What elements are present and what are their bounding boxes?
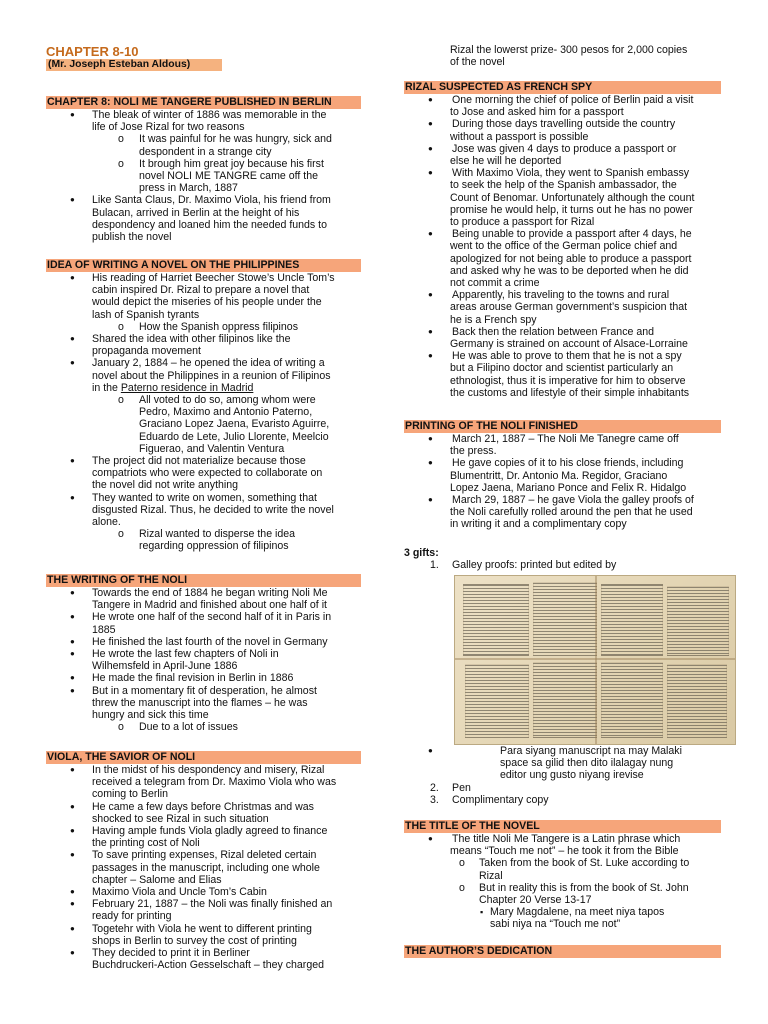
text-span: Rizal <box>479 869 503 882</box>
text-line: not commit a crime <box>450 277 540 290</box>
text-line: chapter – Salome and Elias <box>92 873 222 886</box>
bullet: ● The bleak of winter of 1886 was memorable in the <box>46 109 366 121</box>
bullet: ● He gave copies of it to his close friends, including <box>404 457 732 469</box>
gifts-items-rest <box>404 782 732 806</box>
text-line: but a Filipino doctor and scientist particularly an <box>450 362 674 375</box>
bullet: ● The project did not materialize because those <box>46 455 366 467</box>
section-header-ch8: CHAPTER 8: NOLI ME TANGERE PUBLISHED IN BERLIN <box>46 96 361 109</box>
text-line: areas arouse German government’s suspicion that <box>450 301 688 314</box>
section-spy <box>404 94 732 399</box>
item-number: 3. <box>430 794 439 807</box>
sub-bullet: o Due to a lot of issues <box>46 721 366 733</box>
text-line: received a telegram from Dr. Maximo Viola who was <box>92 776 337 789</box>
bullet: ● Togetehr with Viola he went to different printing <box>46 923 366 935</box>
section-title <box>404 833 732 931</box>
bullet: ● The title Noli Me Tangere is a Latin phrase which <box>404 833 732 845</box>
bullet: ● In the midst of his despondency and misery, Rizal <box>46 764 366 776</box>
text-line: he is a French spy <box>450 313 537 326</box>
sub-bullet: o Rizal wanted to disperse the idea <box>46 528 366 540</box>
chapter-author: (Mr. Joseph Esteban Aldous) <box>46 59 222 71</box>
text-line: threw the manuscript into the flames – he was <box>92 696 308 709</box>
text-line: ready for printing <box>92 910 172 923</box>
text-line: to Jose and asked him for a passport <box>450 106 624 119</box>
text-line: space sa gilid then dito ilalagay nung <box>500 757 674 770</box>
bullet: ● Shared the idea with other filipinos like the <box>46 333 366 345</box>
text-line: 1885 <box>92 623 116 636</box>
item-text: Pen <box>452 782 471 794</box>
section-header-title: THE TITLE OF THE NOVEL <box>404 820 721 833</box>
text-line: Figuerao, and Valentin Ventura <box>139 442 285 455</box>
galley-proofs-photo <box>454 575 736 745</box>
chapter-title: CHAPTER 8-10 <box>46 44 139 59</box>
text-line: in writing it and a complimentary copy <box>450 518 627 531</box>
bullet: ● Apparently, his traveling to the towns and rural <box>404 289 732 301</box>
text-line: Chapter 20 Verse 13-17 <box>479 894 592 907</box>
text-line: Count of Benomar. Unfortunately although the count <box>450 191 695 204</box>
item-text: Galley proofs: printed but edited by <box>452 559 617 571</box>
sub-bullet: o Taken from the book of St. Luke according to <box>404 857 732 869</box>
section-header-writing: THE WRITING OF THE NOLI <box>46 574 361 587</box>
text-line: ethnologist, thus it is imperative for him to observe <box>450 374 686 387</box>
text-line: the customs and lifestyle of their simple inhabitants <box>450 386 690 399</box>
text-line: alone. <box>92 516 121 529</box>
bullet: ● Towards the end of 1884 he began writing Noli Me <box>46 587 366 599</box>
text-line: novel about the Philippines in a reunion of Filipinos <box>92 369 331 382</box>
bullet: ● During those days travelling outside the country <box>404 118 732 130</box>
text-span: Para siyang manuscript na may Malaki <box>500 745 682 757</box>
bullet: ● Having ample funds Viola gladly agreed to finance <box>46 825 366 837</box>
text-line: shocked to see Rizal in such situation <box>92 812 269 825</box>
section-header-spy: RIZAL SUSPECTED AS FRENCH SPY <box>404 81 721 94</box>
text-line: Graciano Lopez Jaena, Evaristo Aguirre, <box>139 418 330 431</box>
text-line: of the novel <box>450 56 505 69</box>
text-line: to produce a passport for Rizal <box>450 216 595 229</box>
text-line: Lopez Jaena, Mariano Ponce and Felix R. Hidalgo <box>450 481 687 494</box>
text-line: the press. <box>450 445 497 458</box>
bullet: ● He finished the last fourth of the novel in Germany <box>46 636 366 648</box>
bullet: ● They decided to print it in Berliner <box>46 947 366 959</box>
text-line: shops in Berlin to survey the cost of printing <box>92 934 297 947</box>
gifts-item-1 <box>404 559 732 571</box>
text-line: promise he would help, it turns out he has no power <box>450 203 693 216</box>
text-line: coming to Berlin <box>92 788 168 801</box>
text-line: despondency and loaned him the needed funds to <box>92 218 328 231</box>
section-header-dedication: THE AUTHOR’S DEDICATION <box>404 945 721 958</box>
bullet: ● Being unable to provide a passport after 4 days, he <box>404 228 732 240</box>
text-line: compatriots who were expected to collaborate on <box>92 467 323 480</box>
text-line: went to the office of the German police chief and <box>450 240 678 253</box>
numbered-item <box>404 794 732 806</box>
text-line: else he will he deported <box>450 155 562 168</box>
item-number: 2. <box>430 782 439 794</box>
bullet: ● Like Santa Claus, Dr. Maximo Viola, his friend from <box>46 194 366 206</box>
bullet: ● Maximo Viola and Uncle Tom’s Cabin <box>46 886 366 898</box>
section-writing <box>46 587 366 733</box>
numbered-item <box>404 782 732 794</box>
gifts-label: 3 gifts: <box>404 547 439 559</box>
text-line: editor ung gusto niyang irevise <box>500 769 644 782</box>
text-line: Wilhemsfeld in April-June 1886 <box>92 660 238 673</box>
sub-bullet: o It brough him great joy because his first <box>46 158 366 170</box>
text-line: cabin inspired Dr. Rizal to prepare a novel that <box>92 284 310 297</box>
text-span: in the <box>92 381 121 394</box>
text-line <box>404 870 732 882</box>
bullet: ● They wanted to write on women, something that <box>46 492 366 504</box>
section-header-printing: PRINTING OF THE NOLI FINISHED <box>404 420 721 433</box>
bullet: ● He wrote one half of the second half of it in Paris in <box>46 611 366 623</box>
text-line: disgusted Rizal. Thus, he decided to write the novel <box>92 503 334 516</box>
sub-bullet <box>404 745 732 757</box>
gifts-sub <box>404 745 732 782</box>
text-line: sabi niya na “Touch me not” <box>490 918 621 931</box>
underlined-text: Paterno residence in Madrid <box>120 381 254 394</box>
bullet: ● He wrote the last few chapters of Noli in <box>46 648 366 660</box>
bullet: ● He was able to prove to them that he is not a spy <box>404 350 732 362</box>
bullet: ● Jose was given 4 days to produce a passport or <box>404 143 732 155</box>
continued-text <box>404 44 732 68</box>
text-line: and asked why he was to be deported when he did <box>450 264 689 277</box>
text-line: the printing cost of Noli <box>92 837 200 850</box>
bullet: ● But in a momentary fit of desperation, he almost <box>46 685 366 697</box>
bullet: ● March 21, 1887 – The Noli Me Tanegre came off <box>404 433 732 445</box>
text-line: regarding oppression of filipinos <box>139 540 289 553</box>
text-line: without a passport is possible <box>450 130 589 143</box>
text-line: despondent in a strange city <box>139 145 272 158</box>
sub-sub-bullet: ▪ Mary Magdalene, na meet niya tapos <box>404 906 732 918</box>
bullet: ● He made the final revision in Berlin in 1886 <box>46 672 366 684</box>
section-header-viola: VIOLA, THE SAVIOR OF NOLI <box>46 751 361 764</box>
bullet: ● March 29, 1887 – he gave Viola the galley proofs of <box>404 494 732 506</box>
section-header-idea: IDEA OF WRITING A NOVEL ON THE PHILIPPINES <box>46 259 361 272</box>
sub-bullet: o All voted to do so, among whom were <box>46 394 366 406</box>
sub-bullet: o It was painful for he was hungry, sick and <box>46 133 366 145</box>
text-line <box>46 382 366 394</box>
section-printing <box>404 433 732 531</box>
item-text: Complimentary copy <box>452 794 549 807</box>
sub-bullet: o How the Spanish oppress filipinos <box>46 321 366 333</box>
text-line: Germany is strained on account of Alsace-Lorraine <box>450 338 688 351</box>
bullet: ● He came a few days before Christmas and was <box>46 801 366 813</box>
bullet: ● One morning the chief of police of Berlin paid a visit <box>404 94 732 106</box>
bullet: ● His reading of Harriet Beecher Stowe’s Uncle Tom’s <box>46 272 366 284</box>
sub-bullet: o But in reality this is from the book of St. John <box>404 882 732 894</box>
text-line: life of Jose Rizal for two reasons <box>92 121 245 134</box>
text-line: the Noli carefully rolled around the pen that he used <box>450 506 693 519</box>
text-line: passages in the manuscript, including one whole <box>92 861 320 874</box>
text-line: propaganda movement <box>92 345 201 358</box>
bullet: ● February 21, 1887 – the Noli was finally finished an <box>46 898 366 910</box>
text-line: press in March, 1887 <box>139 182 238 195</box>
text-line: apologized for not being able to produce a passport <box>450 252 692 265</box>
text-line: novel NOLI ME TANGRE came off the <box>139 170 318 183</box>
text-line: hungry and sick this time <box>92 709 209 722</box>
text-line: means “Touch me not” – he took it from the Bible <box>450 845 679 858</box>
text-line: to seek the help of the Spanish ambassador, the <box>450 179 677 192</box>
section-idea <box>46 272 366 553</box>
text-line: would depict the miseries of his people under the <box>92 296 322 309</box>
text-line: the novel did not write anything <box>92 479 239 492</box>
text-line: lash of Spanish tyrants <box>92 308 200 321</box>
text-line: Bulacan, arrived in Berlin at the height of his <box>92 206 300 219</box>
text-line: Pedro, Maximo and Antonio Paterno, <box>139 406 313 419</box>
bullet: ● January 2, 1884 – he opened the idea of writing a <box>46 357 366 369</box>
bullet: ● To save printing expenses, Rizal deleted certain <box>46 849 366 861</box>
bullet: ● Back then the relation between France and <box>404 326 732 338</box>
bullet: ● With Maximo Viola, they went to Spanish embassy <box>404 167 732 179</box>
text-line: publish the novel <box>92 231 172 244</box>
numbered-item <box>404 559 732 571</box>
text-line: Blumentritt, Dr. Antonio Ma. Regidor, Graciano <box>450 469 668 482</box>
section-viola <box>46 764 366 971</box>
section-ch8 <box>46 109 366 243</box>
text-line: Eduardo de Lete, Julio Llorente, Meelcio <box>139 430 329 443</box>
item-number: 1. <box>430 559 439 571</box>
text-line: Tangere in Madrid and finished about one half of it <box>92 599 327 612</box>
text-line: Buchdruckeri-Action Gesselschaft – they charged <box>92 959 325 972</box>
text-line: Rizal the lowerst prize- 300 pesos for 2,000 copies <box>450 44 688 56</box>
